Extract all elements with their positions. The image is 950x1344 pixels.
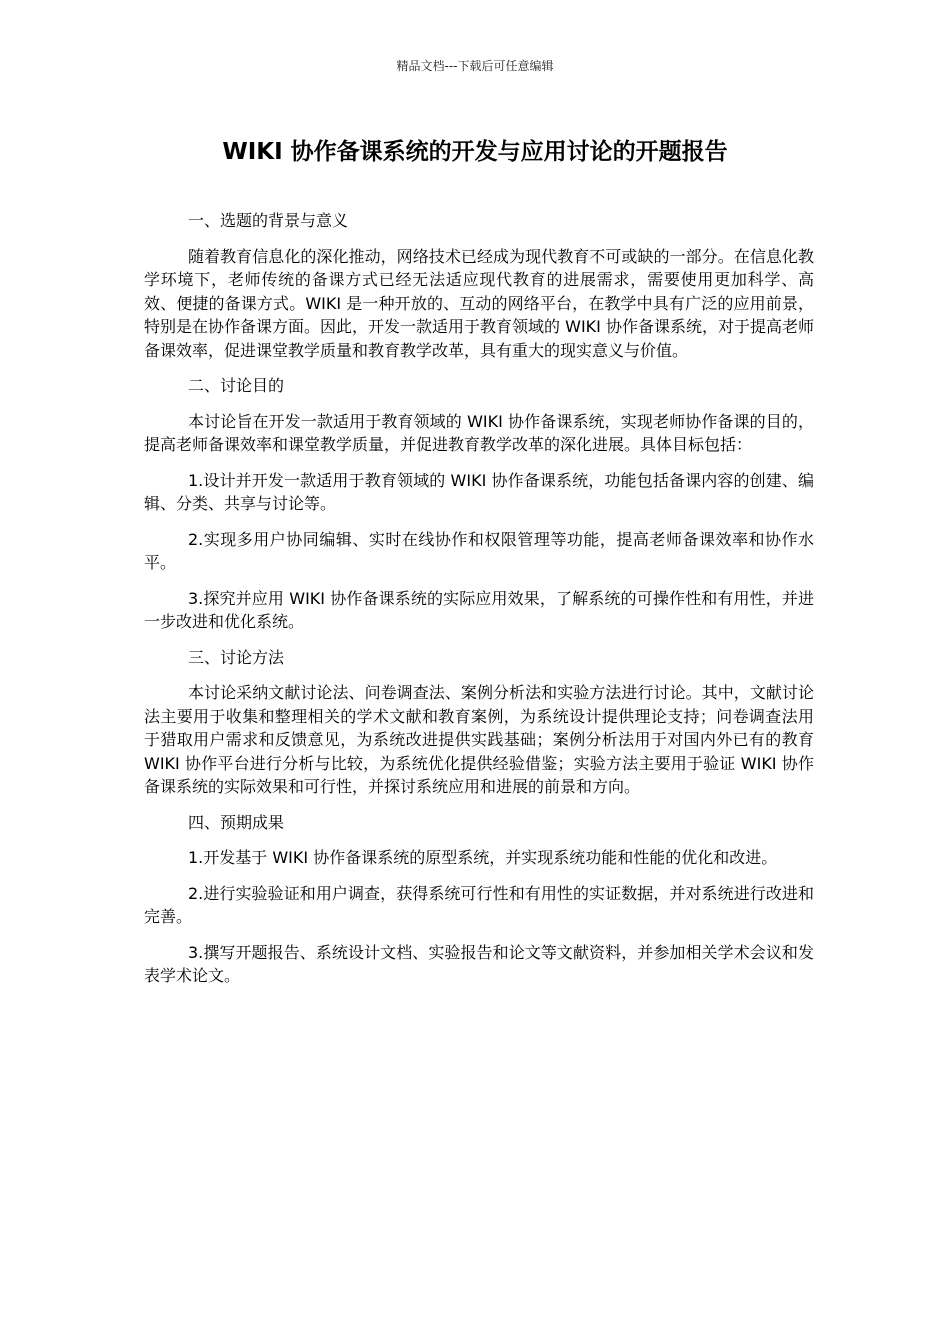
section-heading: 二、讨论目的	[188, 376, 285, 395]
section-heading: 一、选题的背景与意义	[188, 211, 349, 230]
paragraph: 本讨论采纳文献讨论法、问卷调查法、案例分析法和实验方法进行讨论。其中，文献讨论法主要用于收集和整理相关的学术文献和教育案例，为系统设计提供理论支持；问卷调查法用于猎取用户需求和反馈意见，为系统改进提供实践基础；案例分析法用于对国内外已有的教育 WIKI 协作平台进行分析与比较，为系统优化提供经验借鉴；实验方法主要用于验证 WIKI 协作备课系统的实际效果和可行性，并探讨系统应用和进展的前景和方向。	[144, 683, 814, 796]
list-item: 1.设计并开发一款适用于教育领域的 WIKI 协作备课系统，功能包括备课内容的创建、编辑、分类、共享与讨论等。	[144, 470, 814, 513]
list-item: 1.开发基于 WIKI 协作备课系统的原型系统，并实现系统功能和性能的优化和改进。	[188, 848, 778, 867]
section-purpose	[144, 374, 814, 634]
section-heading: 三、讨论方法	[188, 647, 285, 667]
header-note: 精品文档---下载后可任意编辑	[396, 59, 554, 73]
list-item: 3.撰写开题报告、系统设计文档、实验报告和论文等文献资料，并参加相关学术会议和发表学术论文。	[144, 942, 814, 985]
list-item: 2.进行实验验证和用户调查，获得系统可行性和有用性的实证数据，并对系统进行改进和完善。	[144, 883, 814, 926]
document-body	[144, 209, 814, 1000]
list-item: 3.探究并应用 WIKI 协作备课系统的实际应用效果，了解系统的可操作性和有用性，并进一步改进和优化系统。	[144, 588, 814, 631]
list-item: 2.实现多用户协同编辑、实时在线协作和权限管理等功能，提高老师备课效率和协作水平。	[144, 529, 814, 572]
section-background	[144, 209, 814, 362]
section-methods	[144, 646, 814, 799]
section-expected-results	[144, 811, 814, 988]
paragraph: 随着教育信息化的深化推动，网络技术已经成为现代教育不可或缺的一部分。在信息化教学环境下，老师传统的备课方式已经无法适应现代教育的进展需求，需要使用更加科学、高效、便捷的备课方式。WIKI 是一种开放的、互动的网络平台，在教学中具有广泛的应用前景，特别是在协作备课方面。因此，开发一款适用于教育领域的 WIKI 协作备课系统，对于提高老师备课效率，促进课堂教学质量和教育教学改革，具有重大的现实意义与价值。	[144, 246, 814, 360]
document-title: WIKI 协作备课系统的开发与应用讨论的开题报告	[222, 139, 728, 165]
paragraph: 本讨论旨在开发一款适用于教育领域的 WIKI 协作备课系统，实现老师协作备课的目的，提高老师备课效率和课堂教学质量，并促进教育教学改革的深化进展。具体目标包括：	[144, 411, 814, 454]
section-heading: 四、预期成果	[188, 812, 285, 832]
